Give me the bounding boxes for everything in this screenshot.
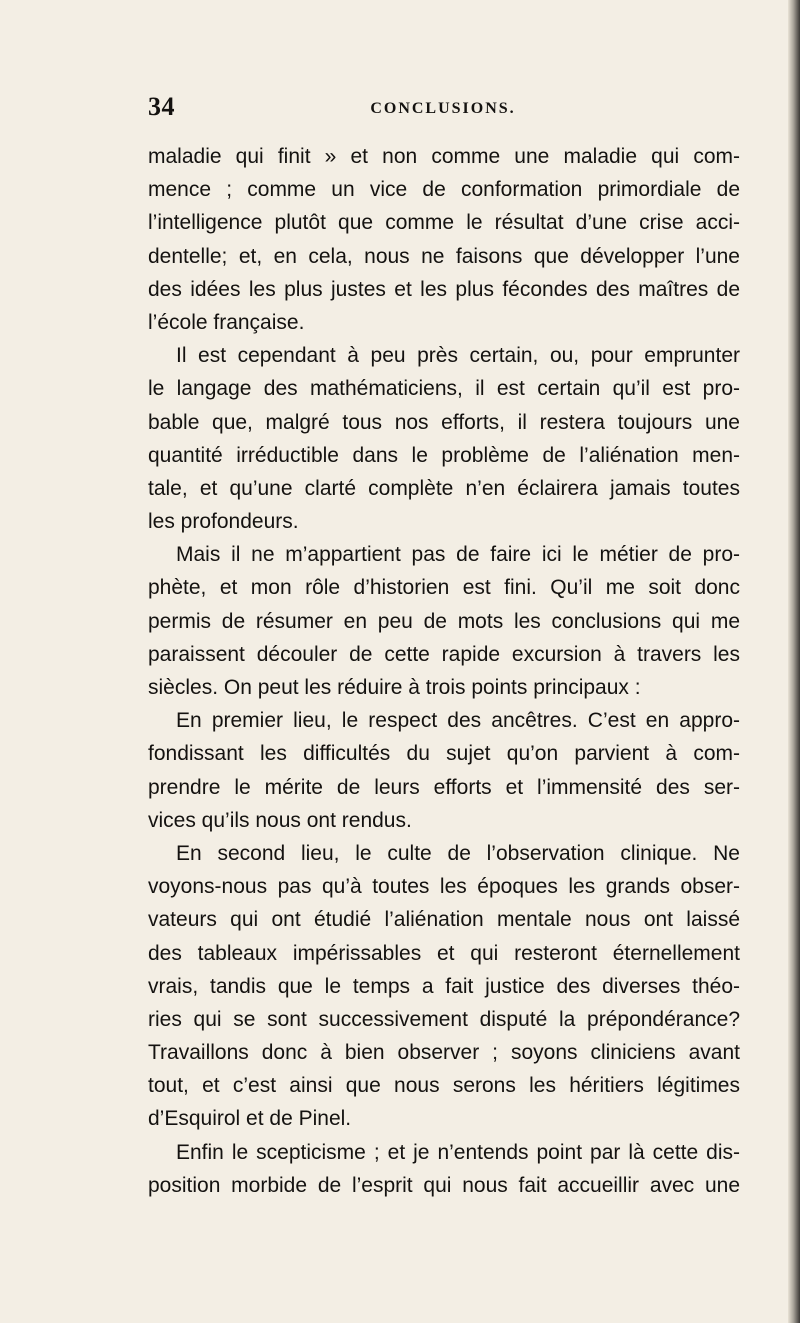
page-number: 34	[148, 92, 175, 121]
body-text	[148, 140, 740, 1202]
text-line: dentelle; et, en cela, nous ne faisons que développer l’une	[148, 244, 740, 268]
text-line: permis de résumer en peu de mots les conclusions qui me	[148, 609, 740, 633]
text-line: des idées les plus justes et les plus fécondes des maîtres de	[148, 277, 740, 301]
text-line: bable que, malgré tous nos efforts, il restera toujours une	[148, 410, 740, 434]
text-line: Mais il ne m’appartient pas de faire ici le métier de pro-	[176, 543, 740, 567]
text-line: siècles. On peut les réduire à trois points principaux :	[148, 676, 641, 699]
text-line: Il est cependant à peu près certain, ou, pour emprunter	[176, 344, 740, 368]
text-line: maladie qui finit » et non comme une maladie qui com-	[148, 145, 740, 168]
text-line: ries qui se sont successivement disputé la prépondérance?	[148, 1007, 740, 1031]
text-line: En second lieu, le culte de l’observation clinique. Ne	[176, 841, 740, 865]
text-line: phète, et mon rôle d’historien est fini. Qu’il me soit donc	[148, 576, 740, 600]
text-line: les profondeurs.	[148, 510, 299, 534]
text-line: mence ; comme un vice de conformation primordiale de	[148, 178, 740, 202]
text-line: prendre le mérite de leurs efforts et l’immensité des ser-	[148, 775, 740, 799]
text-line: l’école française.	[148, 310, 305, 334]
text-line: En premier lieu, le respect des ancêtres. C’est en appro-	[176, 709, 740, 733]
text-line: le langage des mathématiciens, il est certain qu’il est pro-	[148, 377, 740, 401]
text-line: l’intelligence plutôt que comme le résultat d’une crise acci-	[148, 211, 740, 235]
text-line: voyons-nous pas qu’à toutes les époques les grands obser-	[148, 875, 740, 899]
text-line: tout, et c’est ainsi que nous serons les héritiers légitimes	[148, 1074, 740, 1098]
text-line: fondissant les difficultés du sujet qu’on parvient à com-	[148, 742, 740, 766]
text-line: paraissent découler de cette rapide excursion à travers les	[148, 642, 740, 666]
page-header	[148, 92, 738, 128]
text-line: tale, et qu’une clarté complète n’en éclairera jamais toutes	[148, 476, 740, 500]
text-line: position morbide de l’esprit qui nous fait accueillir avec une	[148, 1173, 740, 1197]
text-line: des tableaux impérissables et qui resteront éternellement	[148, 941, 740, 965]
text-line: vateurs qui ont étudié l’aliénation mentale nous ont laissé	[148, 908, 740, 932]
text-line: vices qu’ils nous ont rendus.	[148, 808, 412, 832]
text-line: vrais, tandis que le temps a fait justice des diverses théo-	[148, 974, 740, 998]
page-edge-shadow	[788, 0, 800, 1323]
text-line: Enfin le scepticisme ; et je n’entends point par là cette dis-	[176, 1140, 740, 1164]
running-head: CONCLUSIONS.	[370, 100, 516, 117]
text-line: d’Esquirol et de Pinel.	[148, 1107, 352, 1131]
text-line: quantité irréductible dans le problème de l’aliénation men-	[148, 443, 740, 467]
text-line: Travaillons donc à bien observer ; soyons cliniciens avant	[148, 1041, 740, 1065]
